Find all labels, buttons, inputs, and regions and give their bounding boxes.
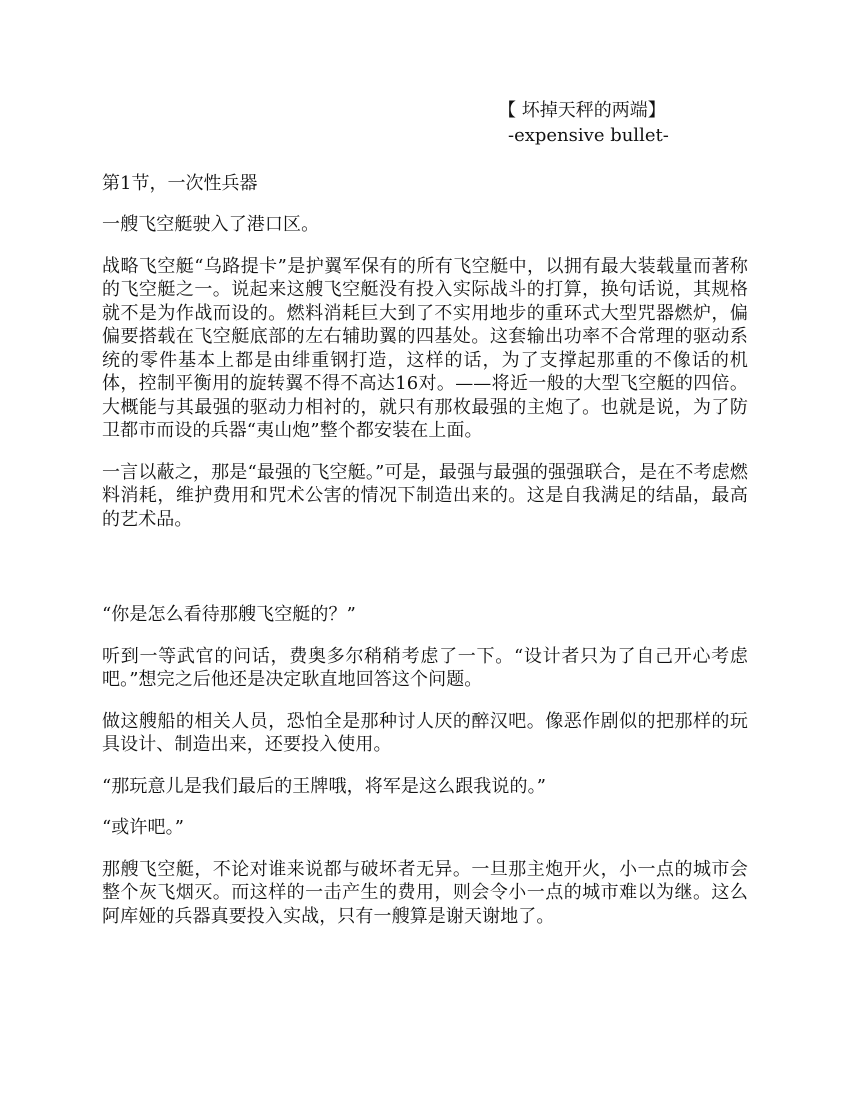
dialogue-paragraph: “那玩意儿是我们最后的王牌哦，将军是这么跟我说的。” bbox=[102, 775, 547, 797]
dialogue-paragraph: “或许吧。” bbox=[102, 817, 185, 838]
dialogue-paragraph: “你是怎么看待那艘飞空艇的？” bbox=[102, 604, 356, 625]
paragraph: 战略飞空艇“乌路提卡”是护翼军保有的所有飞空艇中，以拥有最大装载量而著称的飞空艇之一。说起来这艘飞空艇没有投入实际战斗的打算，换句话说，其规格就不是为作战而设的。燃料消耗巨大到了不实用地步的重环式大型咒器燃炉，偏偏要搭载在飞空艇底部的左右辅助翼的四基处。这套输出功率不合常理的驱动系统的零件基本上都是由绯重钢打造，这样的话，为了支撑起那重的不像话的机体，控制平衡用的旋转翼不得不高达16对。——将近一般的大型飞空艇的四倍。大概能与其最强的驱动力相衬的，就只有那枚最强的主炮了。也就是说，为了防卫都市而设的兵器“夷山炮”整个都安装在上面。 bbox=[102, 255, 748, 441]
paragraph: 一艘飞空艇驶入了港口区。 bbox=[102, 214, 320, 235]
document-subtitle: -expensive bullet- bbox=[508, 125, 669, 146]
title-block bbox=[498, 98, 748, 148]
paragraph: 一言以蔽之，那是“最强的飞空艇。”可是，最强与最强的强强联合，是在不考虑燃料消耗，维护费用和咒术公害的情况下制造出来的。这是自我满足的结晶，最高的艺术品。 bbox=[102, 461, 748, 530]
document-page bbox=[102, 98, 748, 928]
paragraph: 那艘飞空艇，不论对谁来说都与破坏者无异。一旦那主炮开火，小一点的城市会整个灰飞烟灭。而这样的一击产生的费用，则会令小一点的城市难以为继。这么阿库娅的兵器真要投入实战，只有一艘算是谢天谢地了。 bbox=[102, 858, 748, 927]
document-title: 【 坏掉天秤的两端】 bbox=[498, 100, 666, 121]
paragraph: 听到一等武官的问话，费奥多尔稍稍考虑了一下。“设计者只为了自己开心考虑吧。”想完之后他还是决定耿直地回答这个问题。 bbox=[102, 645, 748, 690]
paragraph: 做这艘船的相关人员，恐怕全是那种讨人厌的醉汉吧。像恶作剧似的把那样的玩具设计、制造出来，还要投入使用。 bbox=[102, 710, 748, 755]
section-heading: 第1节，一次性兵器 bbox=[102, 173, 258, 194]
